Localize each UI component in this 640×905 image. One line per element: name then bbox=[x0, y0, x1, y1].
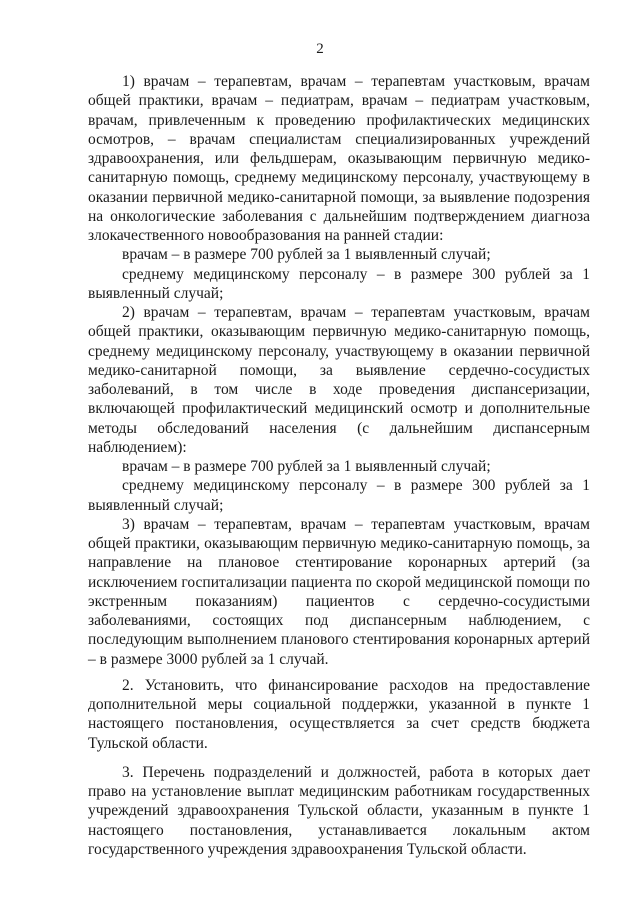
paragraph-item-1-oncology: 1) врачам – терапевтам, врачам – терапевтам участковым, врачам общей практики, врачам – педиатрам, врачам – педиатрам участковым, врачам, привлеченным к проведению профилактических медицинских осмотров, – врачам специалистам специализированных учреждений здравоохранения, или фельдшерам, оказывающим первичную медико-санитарную помощь, среднему медицинскому персоналу, участвующему в оказании первичной медико-санитарной помощи, за выявление подозрения на онкологические заболевания с дальнейшим подтверждением диагноза злокачественного новообразования на ранней стадии: bbox=[88, 73, 590, 244]
paragraph-nurses-rate-cardiovascular: среднему медицинскому персоналу – в размере 300 рублей за 1 выявленный случай; bbox=[88, 477, 590, 514]
paragraph-section-3-positions: 3. Перечень подразделений и должностей, работа в которых дает право на установление выплат медицинским работникам государственных учреждений здравоохранения Тульской области, указанным в пункте 1 настоящего постановления, устанавливается локальным актом государственного учреждения здравоохранения Тульской области. bbox=[88, 763, 590, 858]
paragraph-item-3-stenting: 3) врачам – терапевтам, врачам – терапевтам участковым, врачам общей практики, оказывающим первичную медико-санитарную помощь, за направление на плановое стентирование коронарных артерий (за исключением госпитализации пациента по скорой медицинской помощи по экстренным показаниям) пациентов с сердечно-сосудистыми заболеваниями, состоящих под диспансерным наблюдением, с последующим выполнением планового стентирования коронарных артерий – в размере 3000 рублей за 1 случай. bbox=[88, 515, 590, 668]
page-number: 2 bbox=[316, 41, 324, 57]
document-body bbox=[88, 72, 590, 859]
paragraph-nurses-rate-oncology: среднему медицинскому персоналу – в размере 300 рублей за 1 выявленный случай; bbox=[88, 265, 590, 302]
paragraph-section-2-financing: 2. Установить, что финансирование расходов на предоставление дополнительной меры социальной поддержки, указанной в пункте 1 настоящего постановления, осуществляется за счет средств бюджета Тульской области. bbox=[88, 676, 590, 752]
paragraph-item-2-cardiovascular: 2) врачам – терапевтам, врачам – терапевтам участковым, врачам общей практики, оказывающим первичную медико-санитарную помощь, среднему медицинскому персоналу, участвующему в оказании первичной медико-санитарной помощи, за выявление сердечно-сосудистых заболеваний, в том числе в ходе проведения диспансеризации, включающей профилактический медицинский осмотр и дополнительные методы обследований населения (с дальнейшим диспансерным наблюдением): bbox=[88, 304, 590, 456]
paragraph-doctors-rate-oncology: врачам – в размере 700 рублей за 1 выявленный случай; bbox=[122, 246, 491, 264]
paragraph-doctors-rate-cardiovascular: врачам – в размере 700 рублей за 1 выявленный случай; bbox=[122, 458, 491, 475]
